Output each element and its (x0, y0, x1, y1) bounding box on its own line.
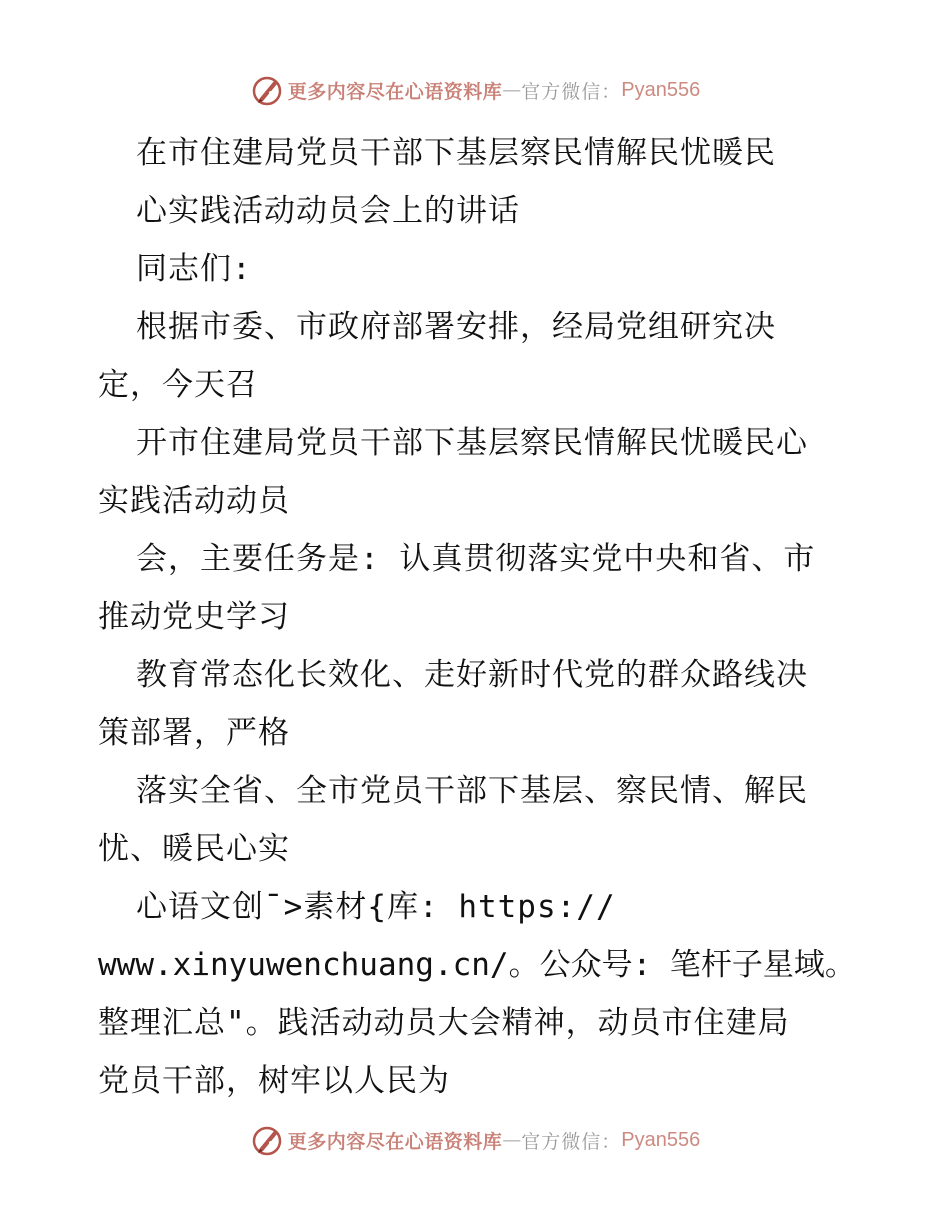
paragraph-line: 党员干部，树牢以人民为 (98, 1063, 450, 1099)
footer-banner (0, 1120, 950, 1160)
paragraph-line: 会，主要任务是: 认真贯彻落实党中央和省、市 (136, 541, 816, 577)
paragraph-line: www.xinyuwenchuang.cn/。公众号: 笔杆子星域。 (98, 947, 856, 983)
header-banner (0, 70, 950, 110)
paragraph-line: 忧、暖民心实 (98, 831, 290, 867)
paragraph-line: 定，今天召 (98, 367, 258, 403)
pen-logo-icon (250, 1123, 284, 1157)
salutation: 同志们: (136, 251, 252, 287)
banner-text: 更多内容尽在心语资料库 (287, 80, 503, 103)
paragraph-line: 实践活动动员 (98, 483, 290, 519)
banner-text: 更多内容尽在心语资料库 (287, 1130, 503, 1153)
paragraph-line: 策部署，严格 (98, 715, 290, 751)
paragraph-line: 开市住建局党员干部下基层察民情解民忧暖民心 (136, 425, 808, 461)
banner-wechat-label: 官方微信： (521, 80, 622, 103)
pen-logo-icon (250, 73, 284, 107)
document-body (98, 124, 888, 1110)
paragraph-line: 根据市委、市政府部署安排，经局党组研究决 (136, 309, 776, 345)
banner-wechat-id: Pyan556 (621, 78, 701, 101)
title-line-1: 在市住建局党员干部下基层察民情解民忧暖民 (136, 135, 776, 171)
paragraph-line: 教育常态化长效化、走好新时代党的群众路线决 (136, 657, 808, 693)
paragraph-line: 心语文创¯>素材{库: https:// (136, 889, 616, 925)
paragraph-line: 落实全省、全市党员干部下基层、察民情、解民 (136, 773, 808, 809)
banner-dash: — (502, 79, 522, 101)
title-line-2: 心实践活动动员会上的讲话 (136, 193, 520, 229)
paragraph-line: 整理汇总"。践活动动员大会精神，动员市住建局 (98, 1005, 790, 1041)
paragraph-line: 推动党史学习 (98, 599, 290, 635)
banner-dash: — (502, 1129, 522, 1151)
banner-wechat-label: 官方微信： (521, 1130, 622, 1153)
banner-wechat-id: Pyan556 (621, 1128, 701, 1151)
